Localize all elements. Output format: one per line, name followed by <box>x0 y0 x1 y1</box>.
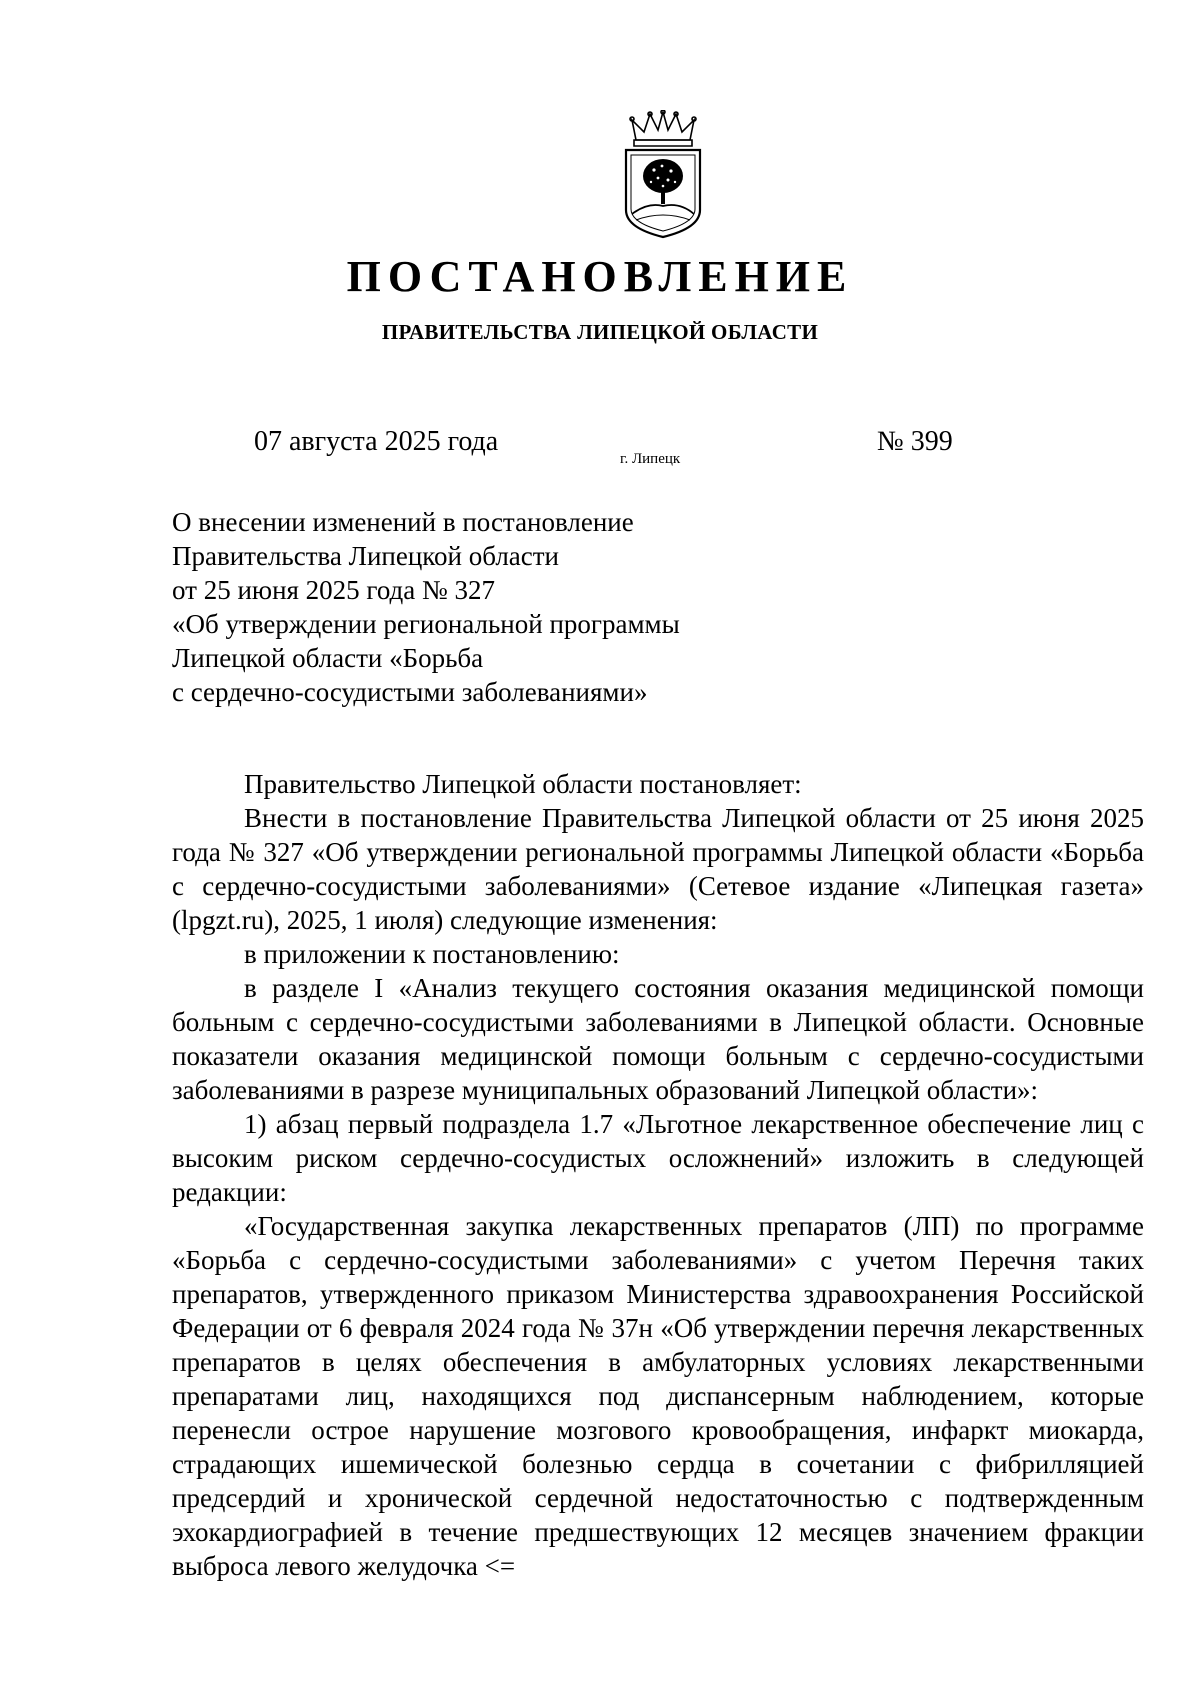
body-paragraph: «Государственная закупка лекарственных препаратов (ЛП) по программе «Борьба с сердечно-сосудистыми заболеваниями» с учетом Перечня таких препаратов, утвержденного приказом Министерства здравоохранения Российской Федерации от 6 февраля 2024 года № 37н «Об утверждении перечня лекарственных препаратов в целях обеспечения в амбулаторных условиях лекарственными препаратами лиц, находящихся под диспансерным наблюдением, которые перенесли острое нарушение мозгового кровообращения, инфаркт миокарда, страдающих ишемической болезнью сердца в сочетании с фибрилляцией предсердий и хронической сердечной недостаточностью с подтвержденным эхокардиографией в течение предшествующих 12 месяцев значением фракции выброса левого желудочка <= <box>172 1211 1144 1581</box>
heading-line: «Об утверждении региональной программы <box>172 609 680 639</box>
body-paragraph: в приложении к постановлению: <box>244 939 620 969</box>
heading-line: от 25 июня 2025 года № 327 <box>172 575 496 605</box>
body-paragraph: 1) абзац первый подраздела 1.7 «Льготное лекарственное обеспечение лиц с высоким риском сердечно-сосудистых осложнений» изложить в следующей редакции: <box>172 1109 1144 1207</box>
document-date: 07 августа 2025 года <box>254 426 499 457</box>
heading-line: О внесении изменений в постановление <box>172 507 634 537</box>
document-heading <box>172 505 680 709</box>
document-city: г. Липецк <box>620 451 681 467</box>
document-number: № 399 <box>877 426 953 457</box>
document-type-title: ПОСТАНОВЛЕНИЕ <box>346 252 854 301</box>
document-issuer: ПРАВИТЕЛЬСТВА ЛИПЕЦКОЙ ОБЛАСТИ <box>381 320 819 344</box>
heading-line: Липецкой области «Борьба <box>172 643 484 673</box>
heading-line: Правительства Липецкой области <box>172 541 560 571</box>
body-paragraph: Правительство Липецкой области постановляет: <box>244 769 802 799</box>
heading-line: с сердечно-сосудистыми заболеваниями» <box>172 677 648 707</box>
body-paragraph: Внести в постановление Правительства Липецкой области от 25 июня 2025 года № 327 «Об утверждении региональной программы Липецкой области «Борьба с сердечно-сосудистыми заболеваниями» (Сетевое издание «Липецкая газета» (lpgzt.ru), 2025, 1 июля) следующие изменения: <box>172 803 1144 935</box>
coat-of-arms-icon <box>618 110 708 240</box>
document-body <box>172 767 1144 1583</box>
body-paragraph: в разделе I «Анализ текущего состояния оказания медицинской помощи больным с сердечно-сосудистыми заболеваниями в Липецкой области. Основные показатели оказания медицинской помощи больным с сердечно-сосудистыми заболеваниями в разрезе муниципальных образований Липецкой области»: <box>172 973 1144 1105</box>
